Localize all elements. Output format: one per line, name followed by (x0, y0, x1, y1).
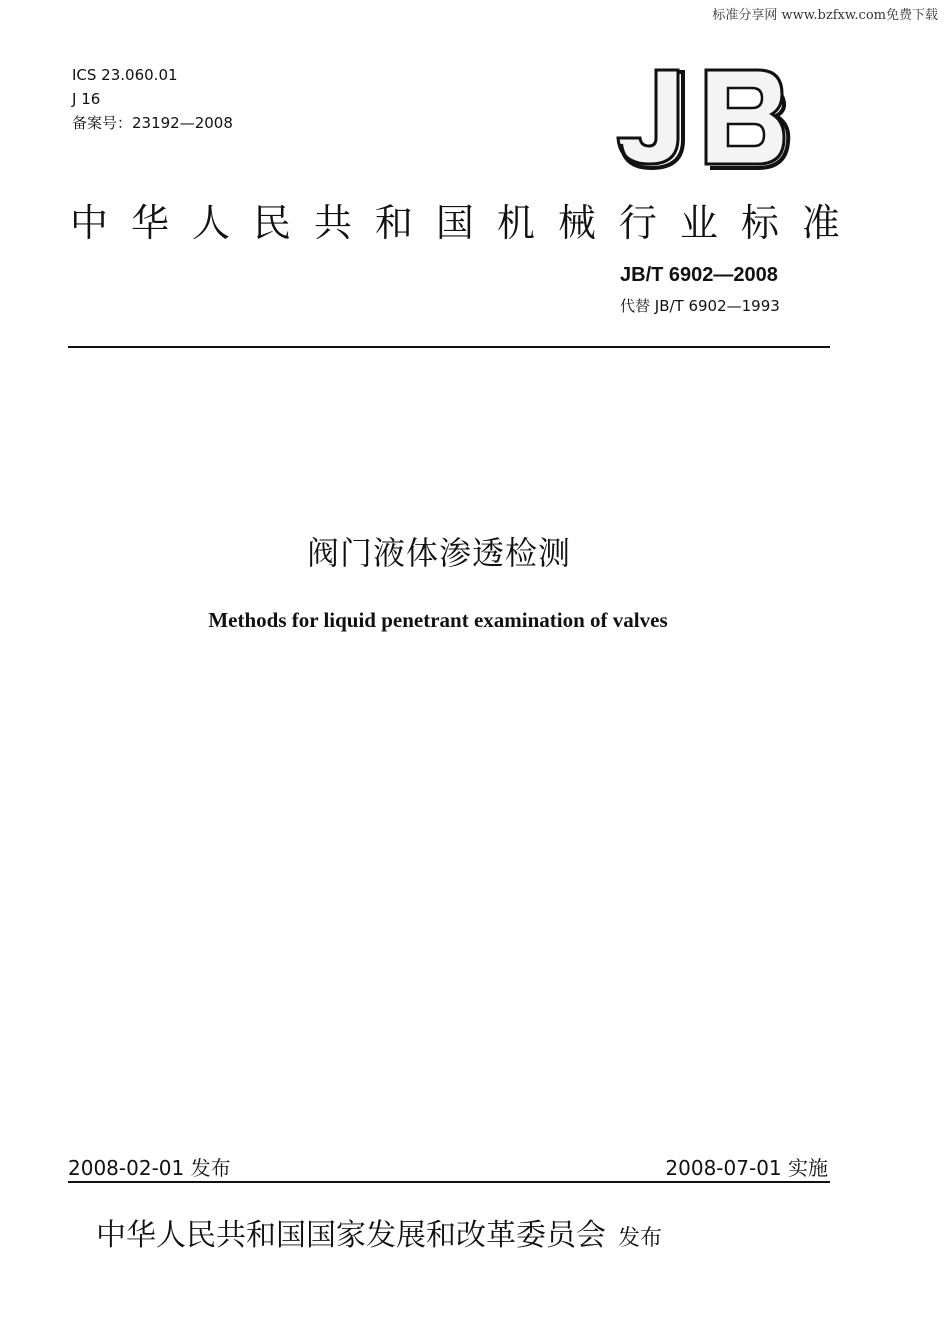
ics-code: ICS 23.060.01 (72, 66, 178, 84)
organization-title-char: 中 (70, 201, 109, 245)
record-number: 备案号：23192—2008 (72, 114, 233, 132)
organization-title-char: 共 (313, 201, 352, 245)
ccs-code: J 16 (72, 90, 101, 108)
jb-logo (612, 66, 792, 170)
organization-title-char: 业 (679, 201, 718, 245)
organization-title-char: 机 (496, 201, 535, 245)
organization-title-char: 标 (740, 201, 779, 245)
english-title: Methods for liquid penetrant examination of valves (208, 608, 668, 632)
publish-date: 2008-02-01 发布 (68, 1156, 231, 1180)
issuer-suffix: 发布 (618, 1226, 663, 1251)
organization-title-char: 民 (252, 201, 291, 245)
organization-title-char: 械 (557, 201, 596, 245)
implement-date: 2008-07-01 实施 (665, 1156, 828, 1180)
jb-logo-b (706, 70, 784, 164)
organization-title (70, 192, 840, 247)
organization-title-char: 人 (191, 201, 230, 245)
jb-logo-j (618, 70, 678, 164)
top-divider (68, 346, 830, 348)
organization-title-char: 行 (618, 201, 657, 245)
replaced-standard: 代替 JB/T 6902—1993 (620, 297, 780, 315)
issuer-line (96, 1210, 662, 1254)
issuer-name: 中华人民共和国国家发展和改革委员会 (96, 1218, 606, 1253)
standard-number: JB/T 6902—2008 (620, 264, 778, 286)
chinese-title: 阀门液体渗透检测 (306, 534, 571, 572)
organization-title-char: 准 (801, 201, 840, 245)
bottom-divider (68, 1181, 830, 1183)
organization-title-char: 国 (435, 201, 474, 245)
organization-title-char: 和 (374, 201, 413, 245)
organization-title-char: 华 (130, 201, 169, 245)
watermark-text: 标准分享网 www.bzfxw.com免费下载 (712, 8, 938, 23)
